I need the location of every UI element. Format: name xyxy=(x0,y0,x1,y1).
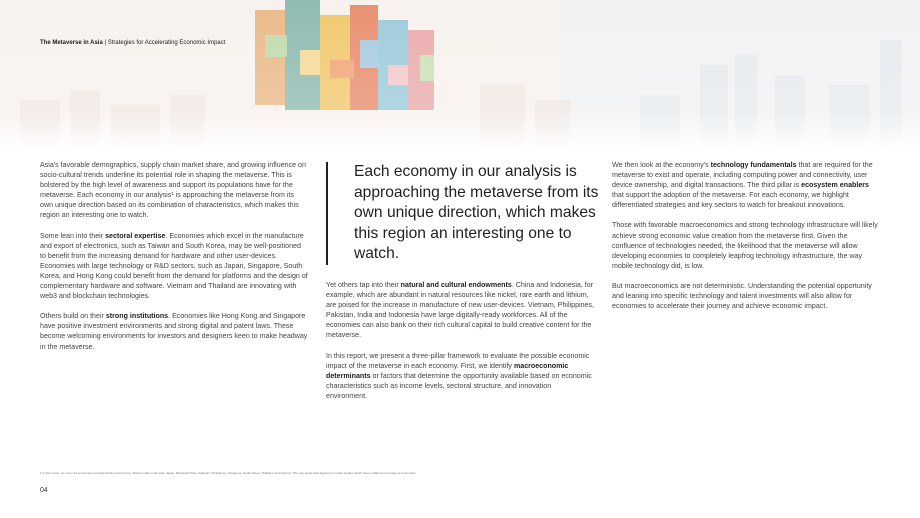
emphasis-macroeconomic-determinants: macroeconomic determinants xyxy=(326,361,569,380)
pull-quote: Each economy in our analysis is approaching the metaverse from its own unique direction, which makes this region an interesting one to watch. xyxy=(326,162,612,265)
running-header xyxy=(40,40,225,46)
emphasis-ecosystem-enablers: ecosystem enablers xyxy=(801,181,869,190)
text-run: . Economies like Hong Kong and Singapore have positive investment environments and strong digital and patent laws. These become welcoming environments for investors and designers keen to make headway in the metaverse. xyxy=(40,312,308,351)
report-subtitle: Strategies for Accelerating Economic Impact xyxy=(107,40,226,46)
paragraph xyxy=(326,280,594,341)
text-run: We then look at the economy's xyxy=(612,161,711,169)
text-run: Yet others tap into their xyxy=(326,281,401,289)
text-column-middle xyxy=(326,280,594,411)
text-run: . Economies which excel in the manufacture and export of electronics, such as Taiwan and South Korea, may be well-positioned to benefit from the increasing demand for hardware and other user-devices. Economies with large technology or R&D sectors, such as Japan, Singapore, South Korea, and Hong Kong could benefit from the demand for platforms and the design of complementary hardware and software. Vietnam and Thailand are innovating with web3 and blockchain technologies. xyxy=(40,231,308,301)
text-run: that are required for the metaverse to exist and operate, including computing power and connectivity, user device ownership, and digital transactions. The third pillar is xyxy=(612,161,873,190)
paragraph: Asia's favorable demographics, supply chain market share, and growing influence on socio-cultural trends underline its potential role in shaping the metaverse. This is bolstered by the high level of awareness and support its populations have for the metaverse. Each economy in our analysis¹ is approaching the metaverse from its own unique direction based on its combination of characteristics, which makes this region an interesting one to watch. xyxy=(40,161,306,220)
emphasis-natural-cultural-endowments: natural and cultural endowments xyxy=(400,281,512,289)
emphasis-sectoral-expertise: sectoral expertise xyxy=(105,231,166,240)
text-run: Some lean into their xyxy=(40,231,106,240)
emphasis-strong-institutions: strong institutions xyxy=(105,312,169,321)
footnote: 1 In this report, we cover 12 economies in Asia including Hong Kong, Taiwan, India, Indonesia, Japan, Mainland China, Pakistan, Philippines, Singapore, South Korea, Thailand, and Vietnam. We may quote Asia figures from other studies which have a different coverage of economies. xyxy=(40,471,417,475)
hero-banner-image xyxy=(0,0,920,150)
text-run: Others build on their xyxy=(40,312,106,321)
report-title: The Metaverse in Asia xyxy=(40,40,103,46)
emphasis-technology-fundamentals: technology fundamentals xyxy=(710,161,797,169)
text-run: that support the adoption of the metaverse. For each economy, we highlight differentiated strategies and key sectors to watch for breakout innovations. xyxy=(612,191,849,210)
text-run: . China and Indonesia, for example, which are abundant in natural resources like nickel, rare earth and lithium, are poised for the increase in manufacture of new user-devices. Vietnam, Philippines, Pakistan, India and Indonesia have large digitally-ready workforces. All of the economies can also bank on their rich cultural capital to build creative content for the metaverse. xyxy=(326,281,595,340)
text-column-left xyxy=(40,160,308,362)
text-column-right xyxy=(612,160,882,321)
paragraph: Those with favorable macroeconomics and strong technology infrastructure will likely achieve strong economic value creation from the metaverse first. Given the confluence of technologies needed, the likelihood that the metaverse will allow developing economies to completely leapfrog technology infrastructure, the way mobile technology did, is low. xyxy=(612,221,878,270)
city-skyline-illustration xyxy=(0,0,920,150)
paragraph xyxy=(40,311,308,351)
page-number: 04 xyxy=(40,487,48,494)
paragraph xyxy=(326,351,594,401)
text-run: In this report, we present a three-pillar framework to evaluate the possible economic impact of the metaverse in each economy. First, we identify xyxy=(326,351,590,370)
paragraph: But macroeconomics are not deterministic. Understanding the potential opportunity and leaning into specific technology and talent investments will also allow for economies to accelerate their journey and achieve economic impact. xyxy=(612,281,872,311)
paragraph xyxy=(612,160,882,210)
header-separator: | xyxy=(102,40,108,46)
text-run: or factors that determine the opportunity available based on economic characteristics such as income levels, sectoral structure, and innovation environment. xyxy=(326,371,592,400)
paragraph xyxy=(40,231,308,302)
